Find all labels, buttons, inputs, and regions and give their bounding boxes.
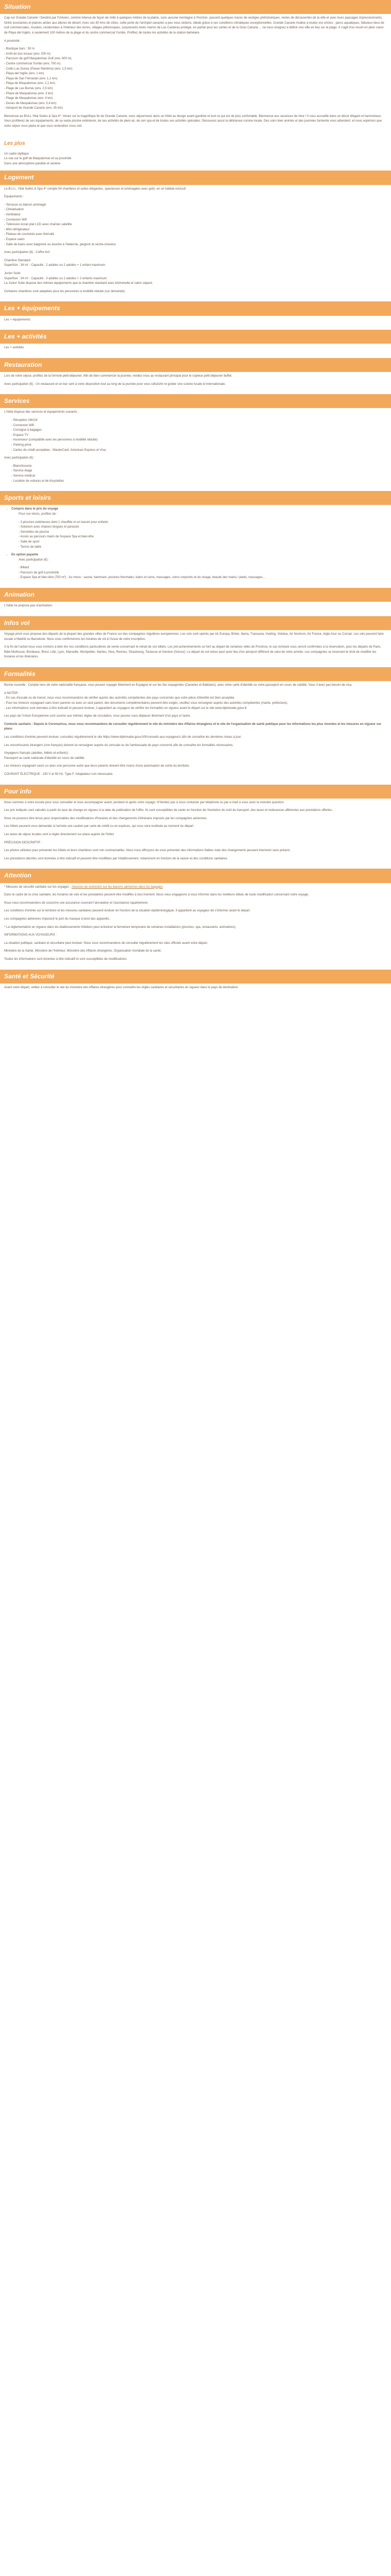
- list-item: - Connexion Wifi: [11, 423, 35, 427]
- activites-text: Les + activités: [4, 346, 24, 350]
- list-item: - Consigne à bagages: [11, 429, 42, 432]
- sports-option-intro: Avec participation (€) :: [19, 558, 50, 562]
- list-item: - Playa del Inglés (env. 1 km): [4, 72, 44, 76]
- restauration-intro: Lors de votre séjour, profitez de la formule petit-déjeuner. Afin de bien commencer la journée, rendez-vous au restaurant principal pour le copieux petit-déjeuner buffet.: [4, 375, 233, 378]
- info-p5: Les taxes de séjour locales sont à régler directement sur place auprès de l'hôtel.: [4, 833, 115, 837]
- list-item: - Salle de sport: [19, 540, 40, 544]
- list-item: - Ascenseur (compatible avec les personnes à mobilité réduite): [11, 438, 98, 442]
- section-title-formalites: Formalités: [0, 667, 391, 681]
- list-item: - Plage de Maspalomas (env. 4 km): [4, 97, 53, 100]
- attention-p3: Nous vous recommandons de souscrire une assurance couvrant l'annulation et l'assistance rapatriement.: [4, 901, 149, 905]
- list-item: - Espace Spa et bien-être (750 m²) : Au menu : sauna, hammam, piscines thermales, bains et soins, massages, soins corporels et du visage, beauté des mains / pieds, massages...: [19, 576, 265, 580]
- restauration-section: [0, 372, 391, 394]
- info-p1: Nous sommes à votre écoute pour vous conseiller et vous accompagner avant, pendant et après votre voyage. N'hésitez pas à nous contacter par téléphone ou par e-mail si vous avez la moindre question.: [4, 801, 285, 804]
- attention-p4: Les conditions d'entrée sur le territoire et les mesures sanitaires peuvent évoluer en fonction de la situation épidémiologique. Il appartient au voyageur de s'informer avant le départ.: [4, 909, 251, 913]
- list-item: - Service étage: [11, 469, 32, 473]
- formalites-p9: Passeport ou carte nationale d'identité en cours de validité.: [4, 756, 85, 760]
- sports-included-intro: Pour vos loisirs, profitez de :: [19, 512, 58, 516]
- list-item: - Service médical: [11, 474, 36, 478]
- list-item: - Tennis de table: [19, 545, 41, 549]
- lieu-item: Dans une atmosphère paisible et sereine: [4, 162, 61, 165]
- attention-p1: [4, 885, 387, 890]
- list-item: - Serviettes de piscine: [19, 530, 50, 534]
- list-item: - Ventilateur: [4, 213, 21, 216]
- list-item: - Dunes de Maspalomas (env. 5,4 km): [4, 101, 57, 105]
- attention-p1-text: * Mesures de sécurité sanitaire sur les voyages :: [4, 885, 71, 889]
- section-title-restauration: Restauration: [0, 358, 391, 372]
- logement-section: [0, 185, 391, 302]
- lieu-heading: Les plus: [4, 140, 25, 146]
- attention-p7: La situation politique, sanitaire et sécuritaire peut évoluer. Nous vous recommandons de consulter régulièrement les sites officiels avant votre départ.: [4, 941, 208, 945]
- list-item: - Salle de bains avec baignoire ou douche à l'italienne, peignoir et sèche-cheveux: [4, 243, 116, 246]
- section-title-services: Services: [0, 394, 391, 408]
- info-p2: Les prix indiqués sont calculés à partir du taux de change en vigueur à la date de publication de l'offre. Ils sont susceptibles de varier en fonction de l'évolution du coût du transport, des taxes et redevances afférentes aux prestations offertes.: [4, 809, 333, 812]
- list-item: - Solarium avec chaises longues et parasols: [19, 526, 79, 529]
- formalites-p10: Les mineurs voyageant seuls ou avec une personne autre que leurs parents doivent être munis d'une autorisation de sortie du territoire.: [4, 765, 190, 768]
- attention-info-label: INFORMATIONS AUX VOYAGEURS :: [4, 934, 57, 937]
- sports-section: [0, 505, 391, 588]
- options-label: Avec participation (€) : Coffre-fort: [4, 251, 50, 255]
- situation-outro: Bienvenue au BULL Vital Suites & Spa 4*. Venez sur la magnifique île de Grande Canarie, vous séjournerez dans un hôtel au design avant-gardiste et tout ce qui est de plus confortable. Bienvenue aux vacances de rêve ! Il vous accueille dans un décor élégant et harmonieux. Vous profiterez de ses équipements, de sa vaste piscine extérieure, de ses activités de plein air, de son spa et de toutes ses activités spéciales. Découvrez aussi la délicieuse cuisine locale. Des soirs bien animés et des journées farniente vous attendent, et nous espérons que votre séjour vous plaira et que vous reviendrez nous voir.: [4, 114, 382, 128]
- list-item: - Accès au parcours marin de l'espace Spa et bien-être: [19, 535, 94, 539]
- services-list: [4, 418, 387, 453]
- infos-vol-p1: Voyage privé vous propose des départs de la plupart des grandes villes de France sur des compagnies régulières européennes. Les vols sont opérés par Air Europa, Binter, Iberia, Transavia, Vueling, Volotea, Air Nostrum, Air France, Aigle Azur ou Corsair. Les vols peuvent faire escale à Madrid ou Barcelone. Nous vous confirmerons les horaires de vol à l'issue de votre inscription.: [4, 633, 384, 641]
- list-item: - Terrasse ou balcon aménagé: [4, 203, 46, 207]
- attention-p6: * La réglementation en vigueur dans les établissements hôteliers peut entraîner la fermeture temporaire de certaines installations (piscines, spa, restaurants, animations).: [4, 925, 236, 929]
- pour-info-section: [0, 799, 391, 869]
- services-intro: L'hôtel dispose des services et équipements suivants :: [4, 411, 79, 414]
- formalites-p8: Voyageurs français (adultes, bébés et enfants) :: [4, 752, 70, 755]
- list-item: - Parcours de golf Maspalomas Golf (env. 600 m): [4, 57, 72, 61]
- list-item: - Location de voitures et de bicyclettes: [11, 479, 64, 483]
- list-item: - Télévision écran plat LCD avec chaînes satellite: [4, 223, 72, 227]
- formalites-p4: - Les informations sont données à titre indicatif et peuvent évoluer, il appartient au voyageur de vérifier les formalités en vigueur avant le départ sur le site www.diplomatie.gouv.fr.: [4, 706, 248, 710]
- list-item: - 3 piscines extérieures dont 1 chauffée et un bassin pour enfants: [19, 520, 108, 524]
- equipments-list: [4, 203, 387, 247]
- list-item: - Boutique bars : 50 m: [4, 47, 35, 51]
- formalites-covid: [4, 722, 387, 732]
- list-item: - Playa de San Fernando (env. 1,1 km): [4, 77, 57, 80]
- info-p7: Les photos utilisées pour présenter les hôtels et leurs chambres sont non contractuelles. Nous nous efforçons de vous présenter des informations fiables mais des changements peuvent intervenir sans préavis.: [4, 849, 291, 853]
- list-item: - Phare de Maspalomas (env. 3 km): [4, 92, 53, 95]
- activites-section: [0, 344, 391, 358]
- list-item: - Playa de Maspalomas (env. 2,1 km): [4, 82, 55, 86]
- section-title-sports: Sports et loisirs: [0, 491, 391, 505]
- formalites-p2: - En cas d'escale ou de transit, nous vous recommandons de vérifier auprès des autorités compétentes des pays concernés que votre pièce d'identité est bien acceptée.: [4, 697, 235, 700]
- formalites-note: A NOTER :: [4, 691, 20, 695]
- sports-included-list: [19, 520, 387, 550]
- sports-included: [11, 507, 387, 550]
- services-paid-label: Avec participation (€) :: [4, 456, 35, 460]
- section-title-securite: Santé et Sécurité: [0, 970, 391, 984]
- infos-vol-p2: A la fin de l'achat nous vous invitons à bien lire nos conditions particulières de vente concernant le retrait de vos billets. Les pré-acheminements se font au départ de certaines villes de Province, le cas échéant vous seront confirmées à la réservation, pour les départs de Paris, Bâle-Mulhouse, Bordeaux, Brest, Lille, Lyon, Marseille, Montpellier, Nantes, Nice, Rennes, Strasbourg, Toulouse et Genève (Suisse). Le départ du vol retour peut avoir lieu d'un aéroport différent de celui de votre arrivée. Les compagnies se réservent le droit de modifier les horaires et les itinéraires.: [4, 646, 381, 659]
- formalites-p1: Bonne nouvelle : Compte tenu de votre nationalité française, vous pouvez voyager librement en Espagne et sur les îles espagnoles (Canaries et Baléares), avec votre carte d'identité ou votre passeport en cours de validité. Vous n'avez pas besoin de visa.: [4, 684, 353, 687]
- section-title-animation: Animation: [0, 588, 391, 602]
- formalites-p3: - Pour les mineurs voyageant sans leurs parents ou avec un seul parent, des documents complémentaires peuvent être exigés, veuillez vous renseigner auprès des autorités compétentes (mairie, préfecture).: [4, 701, 288, 705]
- list-item: - Réception 24h/24: [11, 419, 38, 422]
- distances-list: [4, 47, 387, 111]
- distances-label: A proximité :: [4, 39, 22, 43]
- sports-option: [11, 553, 387, 581]
- list-item: - Plateau de courtoisie avec thé/café: [4, 233, 55, 236]
- animation-section: [0, 602, 391, 616]
- situation-intro: Cap sur Grande Canarie ! Destiné par l'Univers, comme intense de façon de mille à quelques mètres de la plaine, sans aucune montagne à l'horizon, passent quelques traces de vestiges préhistoriques, restes de découvertes de la ville et avec leurs paysages impressionnants, forêts luxuriantes et plaines arides aux allures de désert. Avec ses 60 kms de côtes, cette perle de l'archipel canarien a peu vous séduire, idéale grâce à ses conditions climatiques exceptionnelles. Grande Canarie rivalise à toutes vos envies : parcs aquatiques, fabuleux lieux de nuit commerciales, musées, randonnées à l'intérieur des terres, villages pittoresques, surprenants levés marins de Las Canteras protégé, en parfait pour les sorties et de la Gran Canaria ... ne vous résignez à définir une ville en lieu sur la plage. Il s'agit d'un resort en plein coeur de Playa del Inglés, à seulement 100 mètres de la plage et du centre commercial Yumbo. Profitez de toutes les activités de la station balnéaire.: [4, 16, 384, 35]
- attention-p2: Dans le cadre de la crise sanitaire, les horaires de vols et les prestations peuvent être modifiés à tout moment. Nous nous engageons à vous informer dans les meilleurs délais de toute modification concernant votre voyage.: [4, 893, 309, 897]
- attention-p8: Ministère de la Santé, Ministère de l'Intérieur, Ministère des Affaires étrangères, Organisation mondiale de la santé.: [4, 950, 162, 953]
- situation-section: [0, 14, 391, 136]
- room-line: Superficie : 34 m² - Capacité : 2 adultes ou 2 adultes + 1 enfant maximum: [4, 264, 105, 267]
- list-item: - Parcours de golf à proximité: [19, 571, 59, 574]
- lieu-item: Un cadre idyllique: [4, 152, 29, 156]
- section-title-pour-info: Pour info: [0, 785, 391, 799]
- formalites-covid-text: Contexte sanitaire : Depuis le Coronavirus, nous vous recommandons de consulter régulièrement le site du ministère des Affaires étrangères et le site de l'organisation de santé publique pour les informations les plus récentes et les mesures en vigueur sur place.: [4, 722, 382, 731]
- list-item: - Climatisation: [4, 208, 24, 212]
- services-paid-list: [4, 464, 387, 484]
- sports-option-list: [19, 566, 387, 581]
- securite-section: [0, 984, 391, 998]
- formalites-p11: COURANT ÉLECTRIQUE : 230 V et 50 Hz. Type F. Adaptateur non nécessaire.: [4, 772, 113, 776]
- list-item: - Cartes de crédit acceptées : MasterCard, American Express et Visa: [11, 448, 106, 452]
- list-item: - Centre commercial Yumbo (env. 700 m): [4, 62, 61, 65]
- section-title-situation: Situation: [0, 0, 391, 14]
- list-item: - Parking privé: [11, 444, 31, 447]
- formalites-p5: Les pays de l'Union Européenne sont soumis aux mêmes règles de circulation, vous pouvez vous déplacer librement d'un pays à l'autre.: [4, 715, 191, 718]
- sports-option-label: En option payante: [11, 553, 39, 557]
- formalites-section: [0, 681, 391, 784]
- restrictions-link[interactable]: mesures de restriction sur les liaisons aériennes dans les bagages: [71, 885, 163, 889]
- info-p3: Nous ne pouvons être tenus pour responsables des modifications d'horaires et des changements d'itinéraire imposés par les compagnies aériennes.: [4, 817, 208, 820]
- page: [0, 0, 391, 997]
- list-item: - Blanchisserie: [11, 464, 32, 468]
- logement-intro: Le B.U.L. Vital Suites & Spa 4* compte 54 chambres et suites élégantes, spacieuses et aménagées avec goût, en un habitat exclusif.: [4, 187, 187, 191]
- list-item: - Espace TV: [11, 433, 28, 437]
- sports-blocks: [4, 507, 387, 581]
- section-title-activites: Les + activités: [0, 330, 391, 344]
- section-title-attention: Attention: [0, 869, 391, 883]
- list-item: - Arrêt de bus locaux (env. 200 m): [4, 52, 51, 56]
- list-item: - Billard: [19, 566, 29, 570]
- list-item: - Collis Las Dunas (Paseo Maritimo) (env. 1,5 km): [4, 67, 73, 71]
- list-item: - Espace salon: [4, 238, 25, 241]
- room-line: La Junior Suite dispose des mêmes équipements que la chambre standard avec kitchenette et salon séparé.: [4, 282, 153, 285]
- securite-text: Avant votre départ, veillez à consulter le site du ministère des Affaires étrangères pour connaître les règles sanitaires et sécuritaires en vigueur dans le pays de destination.: [4, 986, 239, 989]
- section-title-logement: Logement: [0, 171, 391, 184]
- info-p4: Les hôtels peuvent vous demander à l'arrivée une caution par carte de crédit ou en espèces, qui vous sera restituée au moment du départ.: [4, 825, 194, 828]
- room-line: Junior Suite: [4, 272, 21, 275]
- equip-label: Equipements :: [4, 195, 24, 199]
- section-title-infos-vol: Infos vol: [0, 616, 391, 630]
- formalites-p7: Les ressortissants étrangers (non français) doivent se renseigner auprès du consulat ou de l'ambassade du pays concerné afin de connaître les formalités nécessaires.: [4, 743, 234, 747]
- list-item: - Plage de Las Burras (env. 2,5 km): [4, 87, 53, 90]
- equipements-section: [0, 316, 391, 330]
- lieu-section: [0, 150, 391, 171]
- list-item: - Mini-réfrigérateur: [4, 228, 30, 231]
- room-line: Superficie : 34 m² - Capacité : 3 adultes ou 2 adultes + 2 enfants maximum: [4, 277, 107, 280]
- list-item: - Aéroport de Grande Canarie (env. 35 km): [4, 107, 63, 110]
- lieu-item: Le vue sur le golf de Maspalomas et sa proximité: [4, 157, 72, 161]
- sports-included-label: Compris dans le prix du voyage: [11, 507, 58, 511]
- info-p6: PRÉCISION DESCRIPTIF :: [4, 841, 42, 844]
- restauration-note: Avec participation (€) : Un restaurant et un bar sont à votre disposition tout au long de la journée pour vous rafraîchir et goûter une cuisine locale et internationale.: [4, 382, 226, 386]
- attention-section: [0, 883, 391, 970]
- attention-p9: Toutes les informations sont données à titre indicatif et sont susceptibles de modifications.: [4, 957, 127, 961]
- services-section: [0, 408, 391, 491]
- section-title-equipements: Les + équipements: [0, 301, 391, 315]
- equipements-text: Les + équipements: [4, 318, 30, 321]
- animation-text: L'hôtel ne propose pas d'animation.: [4, 604, 53, 608]
- infos-vol-section: [0, 630, 391, 667]
- info-p8: Les prestations décrites sont données à titre indicatif et peuvent être modifiées par l'établissement, notamment en fonction de la saison et des conditions sanitaires.: [4, 857, 229, 860]
- room-line: Chambre Standard: [4, 259, 30, 262]
- attention-p5: Les compagnies aériennes imposent le port du masque à bord des appareils.: [4, 918, 110, 921]
- logement-note: Certaines chambres sont adaptées pour les personnes à mobilité réduite (sur demande).: [4, 290, 126, 293]
- list-item: - Connexion Wifi: [4, 218, 27, 222]
- formalites-p6: Les conditions d'entrée peuvent évoluer, consultez régulièrement le site https://www.diplomatie.gouv.fr/fr/conseils-aux-voyageurs/ afin de connaître les dernières mises à jour.: [4, 735, 242, 739]
